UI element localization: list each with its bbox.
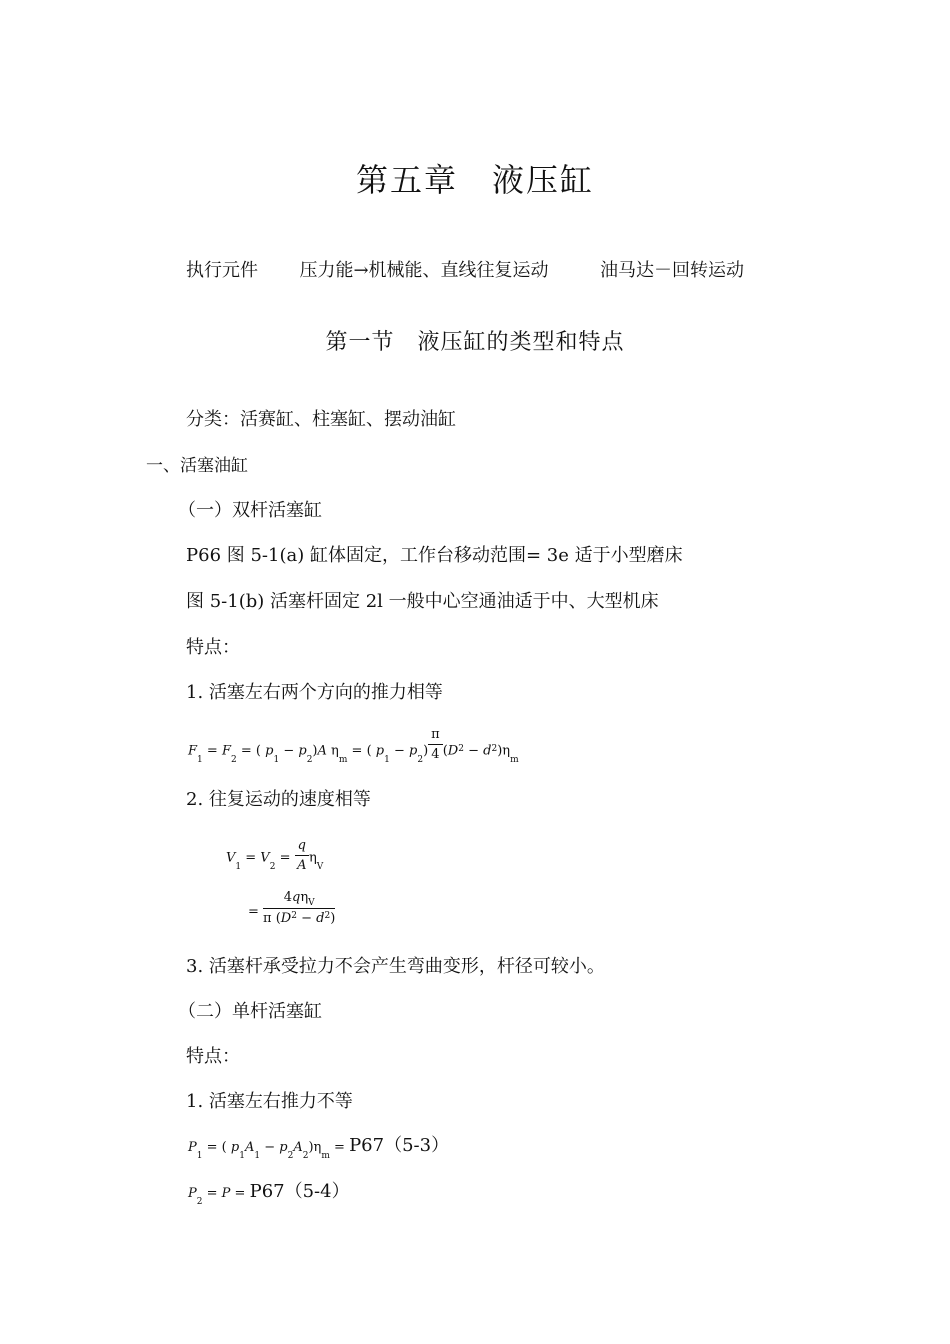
formula-thrust: $F_1 = F_2$ = ( $p_1 - p_2)A$ $\eta_m$ = ( $p_1 - p_2$) $\frac{\pi}{4}$ $(D^2 - d^2)\eta_m$ (188, 727, 519, 765)
formula-p1-ref: P67（5-3） (349, 1135, 450, 1156)
intro-energy: 压力能→机械能、直线往复运动 (299, 260, 549, 281)
intro-motor: 油马达－回转运动 (600, 260, 745, 281)
classification-text: 分类：活赛缸、柱塞缸、摆动油缸 (186, 409, 456, 430)
section-title: 第一节 液压缸的类型和特点 (325, 330, 625, 355)
formula-p2: $P_2 = P = P67(5-4)$ (188, 1181, 350, 1207)
text-fig-5-1a: P66 图 5-1(a) 缸体固定，工作台移动范围= 3e 适于小型磨床 (186, 545, 683, 566)
feature-equal-speed: 2. 往复运动的速度相等 (186, 789, 371, 810)
formula-velocity-2: = $\frac{4q\eta_V}{\pi (D^2 - d^2)}$ (248, 890, 336, 926)
subheading-double-rod: （一）双杆活塞缸 (178, 500, 322, 521)
text-fig-5-1b: 图 5-1(b) 活塞杆固定 2l 一般中心空通油适于中、大型机床 (186, 591, 659, 612)
formula-p1: $P_1$ = ( $p_1A_1 - p_2A_2)\eta_m = P67(5-3)$ (188, 1135, 450, 1161)
feature-rod-tension: 3. 活塞杆承受拉力不会产生弯曲变形，杆径可较小。 (186, 956, 605, 977)
feature-equal-thrust: 1. 活塞左右两个方向的推力相等 (186, 682, 443, 703)
feature-unequal-thrust: 1. 活塞左右推力不等 (186, 1091, 353, 1112)
formula-velocity-1: $V_1 = V_2$ = $\frac{q}{A}$ $\eta_V$ (226, 838, 324, 873)
subheading-single-rod: （二）单杆活塞缸 (178, 1001, 322, 1022)
intro-executor: 执行元件 (186, 260, 258, 281)
formula-p2-ref: P67（5-4） (249, 1181, 350, 1202)
chapter-title: 第五章 液压缸 (355, 161, 594, 199)
features-label-1: 特点： (186, 637, 240, 658)
heading-piston-cylinder: 一、活塞油缸 (146, 456, 248, 476)
intro-line (186, 260, 744, 282)
features-label-2: 特点： (186, 1046, 240, 1067)
